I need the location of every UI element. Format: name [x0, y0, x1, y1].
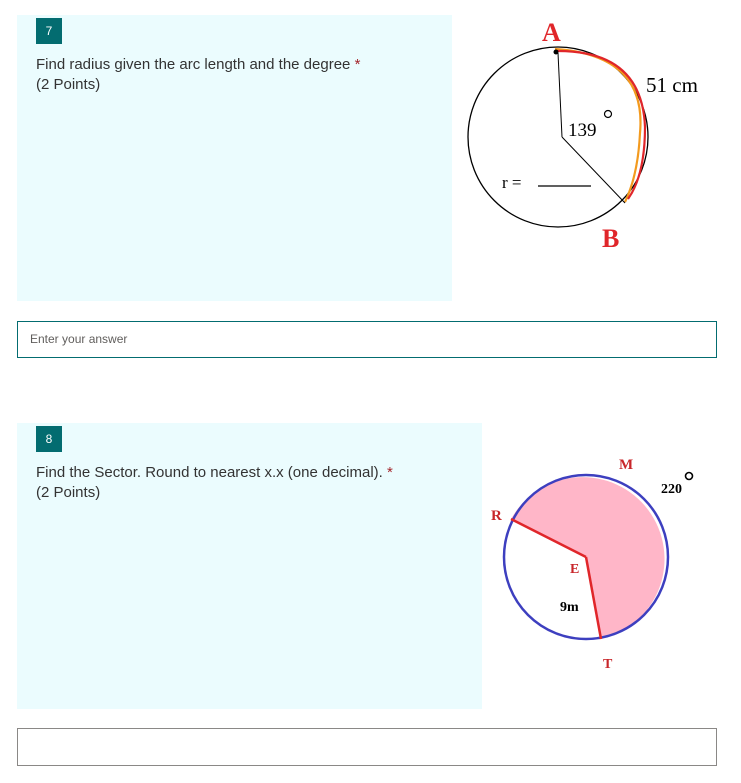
label-t: T — [603, 657, 613, 672]
question-points: (2 Points) — [36, 76, 101, 93]
question-number: 8 — [36, 426, 62, 452]
question-points: (2 Points) — [36, 484, 101, 501]
degree-icon — [686, 473, 693, 480]
question-8-card — [17, 423, 717, 709]
required-asterisk: * — [387, 464, 393, 481]
question-8-figure — [482, 423, 717, 709]
arc-length-label: 51 cm — [646, 73, 698, 97]
label-b: B — [602, 224, 620, 253]
question-7-card — [17, 15, 717, 301]
question-7-answer-box[interactable] — [17, 321, 717, 358]
answer-input[interactable] — [30, 729, 690, 762]
angle-label: 139 — [568, 120, 597, 141]
question-number: 7 — [36, 18, 62, 44]
label-a: A — [542, 18, 561, 47]
radius-label: 9m — [560, 600, 579, 615]
radius-a — [558, 53, 562, 137]
question-title: Find the Sector. Round to nearest x.x (one decimal). — [36, 464, 383, 481]
question-title: Find radius given the arc length and the degree — [36, 56, 351, 73]
label-m: M — [619, 457, 634, 473]
arc-length-diagram — [452, 15, 717, 301]
sector-diagram — [482, 423, 717, 709]
circle-outline — [468, 47, 648, 227]
label-r: R — [491, 508, 502, 524]
question-7-figure — [452, 15, 717, 301]
shaded-sector — [511, 477, 665, 639]
answer-input[interactable] — [30, 322, 690, 355]
radius-b — [562, 137, 625, 203]
required-asterisk: * — [354, 56, 361, 73]
question-8-answer-box[interactable] — [17, 728, 717, 766]
radius-prompt: r = — [502, 173, 522, 192]
label-e: E — [570, 562, 580, 577]
point-a — [554, 50, 559, 55]
question-text — [36, 55, 436, 95]
degree-icon — [605, 111, 612, 118]
angle-label: 220 — [661, 482, 682, 497]
question-text — [36, 463, 436, 503]
